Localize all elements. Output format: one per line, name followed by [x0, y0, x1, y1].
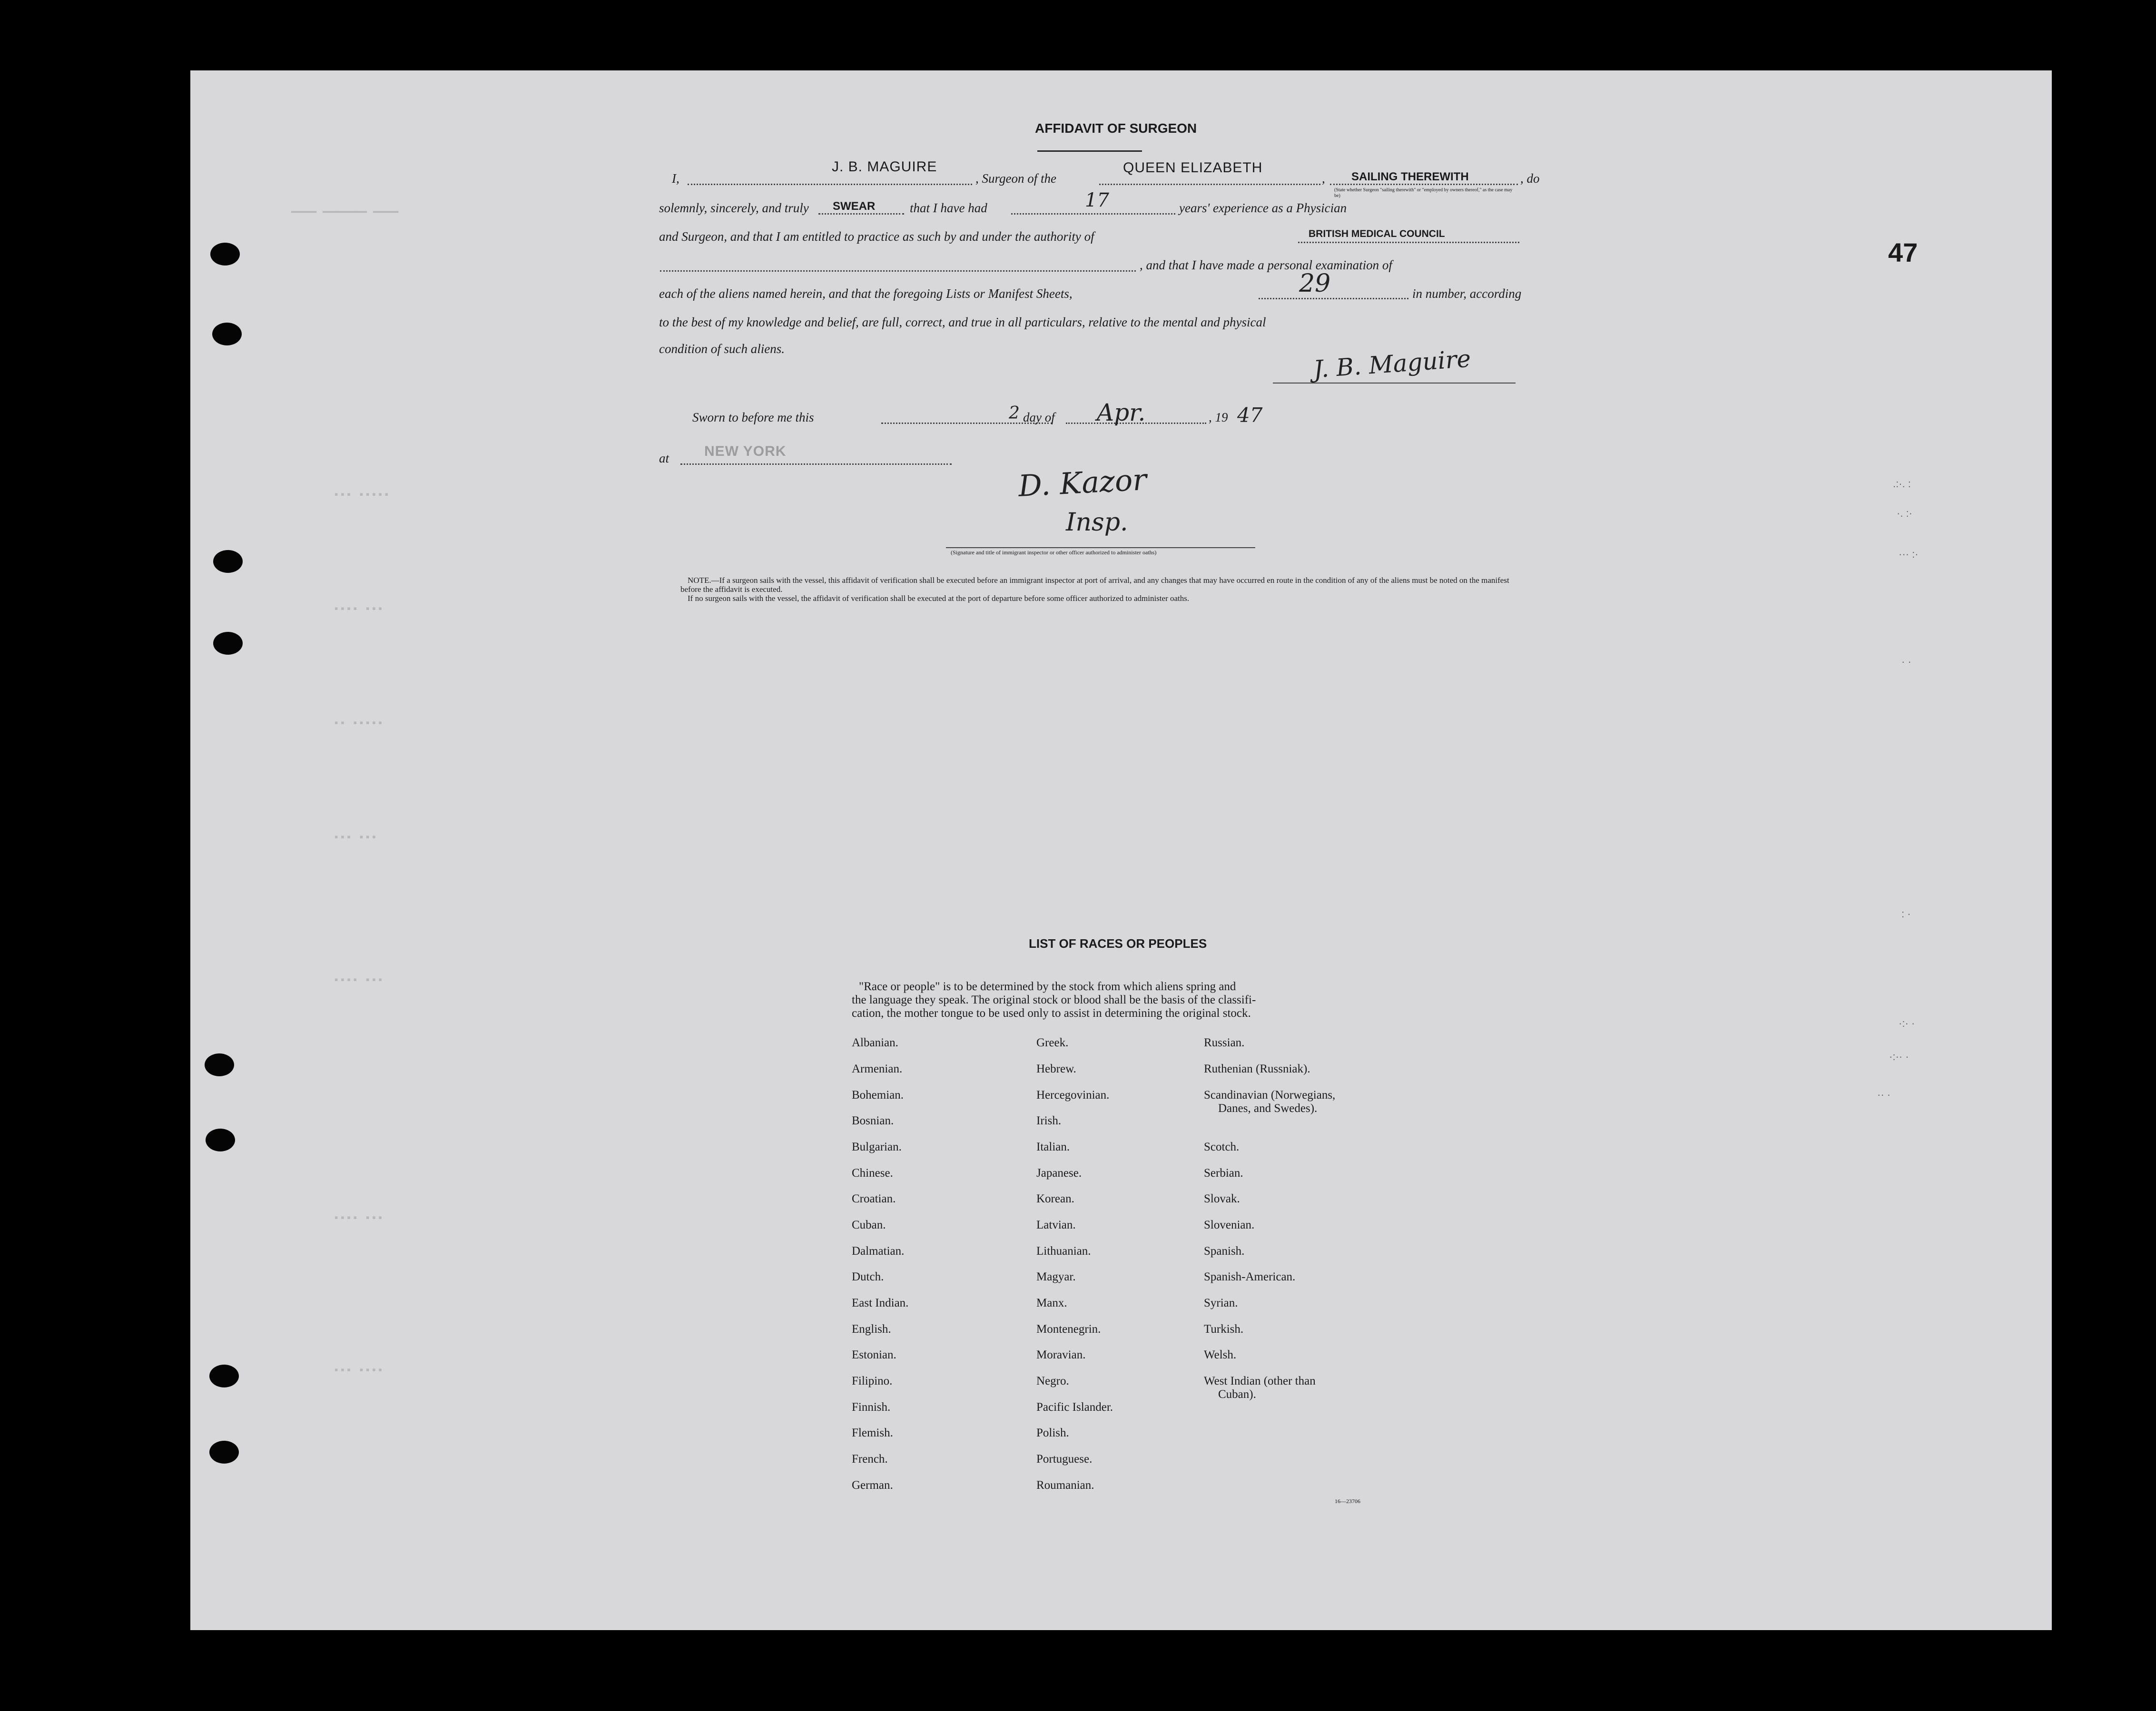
surgeon-status: SAILING THEREWITH: [1351, 170, 1469, 183]
race-item: Pacific Islander.: [1036, 1401, 1113, 1414]
oath-type: SWEAR: [833, 200, 876, 213]
bleed-through-mark: ▪▪ ▪▪▪▪▪: [333, 718, 384, 729]
affidavit-word: each of the aliens named herein, and that the foregoing Lists or Manifest Sheets,: [659, 286, 1073, 301]
race-item: Scotch.: [1204, 1141, 1240, 1153]
blank-line: [1259, 298, 1408, 299]
race-item: Manx.: [1036, 1297, 1067, 1309]
punch-hole: [209, 1365, 239, 1387]
race-item: Scandinavian (Norwegians,: [1204, 1089, 1336, 1101]
affidavit-word: solemnly, sincerely, and truly: [659, 201, 809, 215]
race-item: Irish.: [1036, 1114, 1062, 1127]
punch-hole: [213, 632, 243, 655]
race-item: Danes, and Swedes).: [1218, 1102, 1318, 1115]
race-item: Finnish.: [852, 1401, 891, 1414]
punch-hole: [206, 1129, 235, 1151]
race-item: Serbian.: [1204, 1167, 1243, 1180]
race-item: Japanese.: [1036, 1167, 1082, 1180]
race-item: Korean.: [1036, 1192, 1074, 1205]
note-surgeon-sails: NOTE.—If a surgeon sails with the vessel, this affidavit of verification shall be executed before an immigrant inspector at port of arrival, and any changes that may have occurred en route in the condition of any of the aliens must be noted on the manifest before the affidavit is executed.: [680, 576, 1509, 594]
race-item: Slovak.: [1204, 1192, 1240, 1205]
affidavit-word: in number, according: [1412, 286, 1522, 301]
status-note: (State whether Surgeon "sailing therewith" or "employed by owners thereof," as the case may be): [1334, 187, 1513, 198]
race-item: German.: [852, 1479, 893, 1492]
sworn-month: Apr.: [1097, 399, 1146, 426]
races-intro-line: the language they speak. The original stock or blood shall be the basis of the classifi-: [852, 993, 1256, 1006]
affidavit-word: at: [659, 451, 669, 465]
race-item: Polish.: [1036, 1426, 1069, 1439]
punch-hole: [205, 1053, 234, 1076]
affidavit-word: condition of such aliens.: [659, 342, 785, 356]
race-item: Greek.: [1036, 1036, 1069, 1049]
race-item: Cuban.: [852, 1219, 886, 1231]
title-rule: [1037, 150, 1142, 152]
form-number: 16—23706: [1335, 1498, 1360, 1504]
affidavit-word: day of: [1023, 410, 1055, 424]
race-item: Roumanian.: [1036, 1479, 1094, 1492]
affidavit-word: that I have had: [910, 201, 987, 215]
race-item: Bosnian.: [852, 1114, 894, 1127]
race-item: Dalmatian.: [852, 1245, 905, 1258]
sworn-day: 2: [1009, 403, 1020, 423]
note-no-surgeon: If no surgeon sails with the vessel, the affidavit of verification shall be executed at the port of departure before some officer authorized to administer oaths.: [688, 594, 1190, 603]
race-item: Ruthenian (Russniak).: [1204, 1062, 1310, 1075]
affidavit-word: and Surgeon, and that I am entitled to practice as such by and under the authority of: [659, 229, 1094, 244]
race-item: Spanish-American.: [1204, 1270, 1296, 1283]
blank-line: [818, 213, 904, 215]
race-item: Filipino.: [852, 1375, 893, 1387]
affidavit-word: , and that I have made a personal examination of: [1140, 258, 1392, 272]
race-item: Welsh.: [1204, 1348, 1237, 1361]
bleed-through-mark: ▪▪▪▪ ▪▪▪: [333, 974, 384, 986]
race-item: Croatian.: [852, 1192, 896, 1205]
margin-mark: · ·: [1901, 656, 1911, 668]
races-intro-line: cation, the mother tongue to be used only to assist in determining the original stock.: [852, 1007, 1251, 1020]
punch-hole: [212, 323, 242, 345]
bleed-through-mark: ▪▪▪ ▪▪▪▪▪: [333, 489, 390, 501]
race-item: Bulgarian.: [852, 1141, 902, 1153]
race-item: Italian.: [1036, 1141, 1070, 1153]
page-number: 47: [1888, 237, 1918, 267]
bleed-through-mark: ▪▪▪ ▪▪▪▪: [333, 1365, 384, 1377]
race-item: Slovenian.: [1204, 1219, 1255, 1231]
surgeon-signature: J. B. Maguire: [1312, 344, 1472, 384]
signature-line: [1273, 383, 1516, 384]
manifest-sheet-count: 29: [1299, 269, 1331, 298]
race-item: West Indian (other than: [1204, 1375, 1316, 1387]
race-item: Latvian.: [1036, 1219, 1076, 1231]
margin-mark: ·:·· ·: [1889, 1051, 1909, 1062]
margin-mark: ··· :·: [1899, 548, 1919, 560]
race-item: Spanish.: [1204, 1245, 1245, 1258]
race-item: Bohemian.: [852, 1089, 904, 1101]
affidavit-word: Sworn to before me this: [692, 410, 814, 424]
officer-title: Insp.: [1066, 508, 1128, 537]
blank-line: [1298, 242, 1519, 243]
punch-hole: [209, 1441, 239, 1464]
blank-line: [660, 270, 1136, 272]
race-item: Albanian.: [852, 1036, 898, 1049]
race-item: Magyar.: [1036, 1270, 1076, 1283]
race-item: Syrian.: [1204, 1297, 1238, 1309]
punch-hole: [210, 243, 240, 266]
officer-signature: D. Kazor: [1017, 462, 1148, 504]
race-item: Russian.: [1204, 1036, 1245, 1049]
affidavit-title: AFFIDAVIT OF SURGEON: [1035, 121, 1197, 136]
race-item: Montenegrin.: [1036, 1323, 1101, 1336]
margin-mark: ·:· ·: [1899, 1017, 1915, 1029]
races-intro-line: "Race or people" is to be determined by the stock from which aliens spring and: [859, 980, 1236, 993]
race-item: Negro.: [1036, 1375, 1069, 1387]
manifest-sheet: [190, 70, 2052, 1630]
race-item: East Indian.: [852, 1297, 909, 1309]
bleed-through-mark: ▪▪▪▪ ▪▪▪: [333, 1212, 384, 1224]
bleed-through-mark: ▪▪▪▪ ▪▪▪: [333, 603, 384, 615]
race-item: Hercegovinian.: [1036, 1089, 1110, 1101]
race-item: Lithuanian.: [1036, 1245, 1091, 1258]
affidavit-word: , do: [1520, 171, 1540, 186]
surgeon-name: J. B. MAGUIRE: [832, 159, 937, 175]
races-title: LIST OF RACES OR PEOPLES: [1029, 936, 1207, 951]
sworn-place: NEW YORK: [704, 443, 787, 459]
affidavit-word: , Surgeon of the: [975, 171, 1056, 186]
race-item: Portuguese.: [1036, 1453, 1093, 1465]
years-experience: 17: [1085, 189, 1109, 211]
race-item: Turkish.: [1204, 1323, 1244, 1336]
race-item: Cuban).: [1218, 1388, 1256, 1401]
sworn-year: 47: [1237, 403, 1263, 427]
vessel-name: QUEEN ELIZABETH: [1123, 160, 1263, 176]
affidavit-word: years' experience as a Physician: [1179, 201, 1347, 215]
race-item: Moravian.: [1036, 1348, 1086, 1361]
race-item: Flemish.: [852, 1426, 893, 1439]
affidavit-word: I,: [672, 171, 679, 186]
affidavit-word: , 19: [1209, 410, 1228, 424]
bleed-through-mark: ▪▪▪ ▪▪▪: [333, 832, 377, 844]
margin-mark: ·· ·: [1877, 1089, 1891, 1101]
punch-hole: [213, 550, 243, 573]
affidavit-word: to the best of my knowledge and belief, are full, correct, and true in all particulars, relative to the mental and physical: [659, 315, 1266, 329]
race-item: French.: [852, 1453, 888, 1465]
race-item: Dutch.: [852, 1270, 884, 1283]
blank-line: [1011, 213, 1175, 215]
race-item: Armenian.: [852, 1062, 903, 1075]
licensing-authority: BRITISH MEDICAL COUNCIL: [1309, 228, 1445, 239]
blank-line: [1330, 184, 1518, 185]
bleed-through-mark: ━━━━ ━━━━━━━ ━━━━: [291, 207, 399, 219]
race-item: Estonian.: [852, 1348, 896, 1361]
margin-mark: .:·. :: [1893, 478, 1911, 490]
affidavit-word: ,: [1322, 171, 1325, 186]
officer-signature-line: [946, 547, 1255, 548]
race-item: Chinese.: [852, 1167, 893, 1180]
race-item: English.: [852, 1323, 891, 1336]
blank-line: [688, 184, 972, 185]
blank-line: [680, 463, 952, 465]
officer-caption: (Signature and title of immigrant inspector or other officer authorized to administer oaths): [951, 549, 1157, 556]
margin-mark: ·. :·: [1897, 507, 1912, 519]
blank-line: [1099, 184, 1320, 185]
race-item: Hebrew.: [1036, 1062, 1076, 1075]
margin-mark: : ·: [1901, 908, 1911, 920]
